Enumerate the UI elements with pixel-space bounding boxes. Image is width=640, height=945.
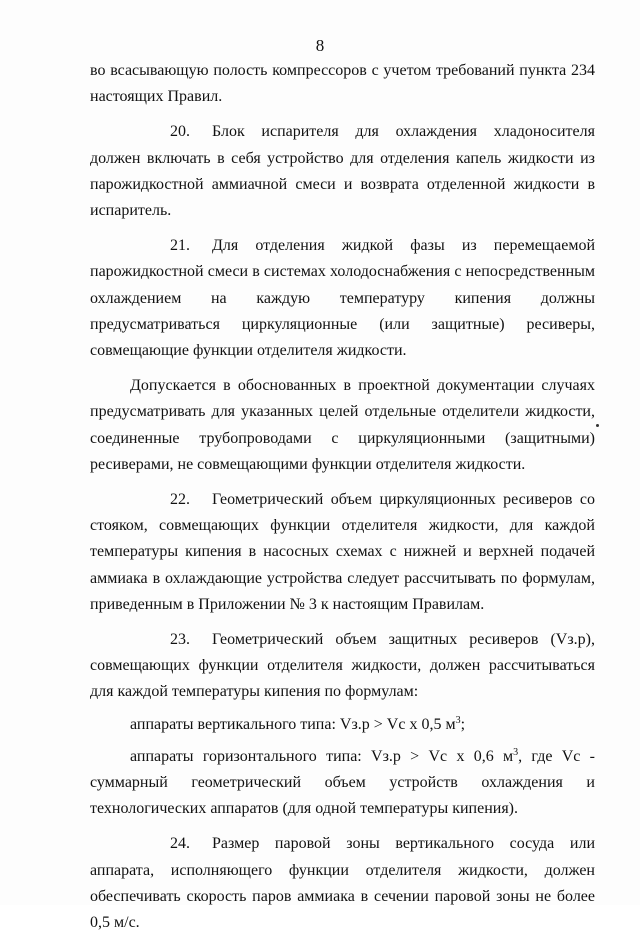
formula-superscript: 3 — [455, 714, 461, 726]
paragraph-text: Блок испарителя для охлаждения хладоносителя должен включать в себя устройство для отделения капель жидкости из парожидкостной аммиачной смеси и возврата отделенной жидкости в испаритель. — [90, 123, 595, 220]
paragraph-item-23 — [90, 627, 595, 706]
paragraph-item-21 — [90, 233, 595, 364]
item-number: 22. — [170, 491, 190, 509]
scan-speck — [596, 424, 599, 427]
formula-text-end: ; — [460, 715, 466, 733]
paragraph-item-22 — [90, 487, 595, 618]
paragraph-item-24 — [90, 831, 595, 936]
formula-text: аппараты вертикального типа: Vз.р > Vс х 0,5 м — [130, 715, 456, 733]
formula-text-end: , где Vс - суммарный геометрический объем устройств охлаждения и технологических аппаратов (для одной температуры кипения). — [90, 747, 595, 818]
paragraph-text: Геометрический объем защитных ресиверов (Vз.р), совмещающих функции отделителя жидкости, должен рассчитываться для каждой температуры кипения по формулам: — [90, 631, 595, 701]
formula-horizontal — [90, 744, 595, 823]
paragraph-item-20 — [90, 119, 595, 224]
formula-superscript: 3 — [513, 746, 519, 758]
paragraph-text: Геометрический объем циркуляционных ресиверов со стояком, совмещающих функции отделителя жидкости, для каждой температуры кипения в насосных схемах с нижней и верхней подачей аммиака в охлаждающие устройства следует рассчитывать по формулам, приведенным в Приложении № 3 к настоящим Правилам. — [90, 491, 595, 613]
formula-text: аппараты горизонтального типа: Vз.р > Vс х 0,6 м — [130, 747, 514, 765]
formula-vertical — [90, 712, 595, 738]
item-number: 21. — [170, 237, 190, 255]
item-number: 20. — [170, 123, 190, 141]
paragraph-text: Размер паровой зоны вертикального сосуда или аппарата, исполняющего функции отделителя жидкости, должен обеспечивать скорость паров аммиака в сечении паровой зоны не более 0,5 м/с. — [90, 835, 595, 932]
document-body — [90, 58, 595, 945]
paragraph-text: во всасывающую полость компрессоров с учетом требований пункта 234 настоящих Правил. — [90, 62, 595, 106]
paragraph-item-21-note — [90, 373, 595, 478]
paragraph-text: Допускается в обоснованных в проектной документации случаях предусматривать для указанных целей отдельные отделители жидкости, соединенные трубопроводами с циркуляционными (защитными) ресиверами, не совмещающими функции отделителя жидкости. — [90, 377, 595, 473]
item-number: 23. — [170, 631, 190, 649]
item-number: 24. — [170, 835, 190, 853]
page-number: 8 — [315, 36, 325, 55]
paragraph-continuation — [90, 58, 595, 110]
paragraph-text: Для отделения жидкой фазы из перемещаемой парожидкостной смеси в системах холодоснабжения с непосредственным охлаждением на каждую температуру кипения должны предусматриваться циркуляционные (или защитные) ресиверы, совмещающие функции отделителя жидкости. — [90, 237, 595, 360]
